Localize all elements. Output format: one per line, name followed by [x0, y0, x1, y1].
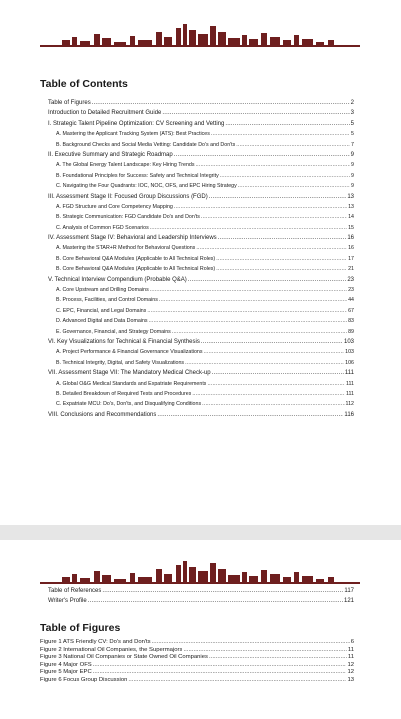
toc-entry[interactable] — [48, 223, 354, 233]
toc-entry[interactable] — [48, 327, 354, 337]
figure-entry-page: 11 — [347, 646, 354, 653]
toc-entry-label: A. Core Upstream and Drilling Domains — [56, 287, 149, 294]
toc-entry-page: 9 — [351, 172, 354, 179]
toc-entry-label: I. Strategic Talent Pipeline Optimization: CV Screening and Vetting — [48, 120, 225, 127]
toc-entry-page: 103 — [343, 338, 354, 345]
dot-leader — [207, 379, 344, 389]
figure-entry-label: Figure 6 Focus Group Discussion — [40, 676, 128, 683]
toc-entry-page: 83 — [348, 318, 354, 325]
toc-entry-page: 15 — [348, 224, 354, 231]
toc-entry[interactable] — [48, 368, 354, 378]
dot-leader — [238, 181, 350, 191]
toc-entry-label: VIII. Conclusions and Recommendations — [48, 411, 157, 418]
toc-entry-page: 44 — [348, 297, 354, 304]
toc-title: Table of Contents — [40, 78, 128, 90]
figure-entry-label: Figure 2 International Oil Companies, the Supermajors — [40, 646, 183, 653]
toc-entry-label: A. Project Performance & Financial Governance Visualizations — [56, 349, 203, 356]
dot-leader — [209, 654, 347, 662]
toc-entry-page: 23 — [347, 276, 354, 283]
toc-entry-label: A. Mastering the Applicant Tracking System (ATS): Best Practices — [56, 131, 210, 138]
toc-entry-page: 13 — [348, 203, 354, 210]
dot-leader — [152, 639, 350, 647]
dot-leader — [149, 316, 348, 326]
toc-entry-page: 23 — [348, 287, 354, 294]
toc-entry-label: B. Core Behavioral Q&A Modules (Applicable to All Technical Roles) — [56, 266, 216, 273]
toc-entry-page: 9 — [350, 151, 354, 158]
toc-entry[interactable] — [48, 202, 354, 212]
toc-entry[interactable] — [48, 586, 354, 596]
toc-continued-list — [48, 586, 354, 607]
figure-entry-label: Figure 1 ATS Friendly CV: Do's and Don'ts — [40, 639, 151, 645]
toc-entry-label: IV. Assessment Stage IV: Behavioral and Leadership Interviews — [48, 235, 217, 242]
figure-entry[interactable] — [40, 647, 354, 655]
dot-leader — [174, 150, 350, 160]
toc-entry-label: C. Navigating the Four Quadrants: IOC, NOC, OFS, and EPC Hiring Strategy — [56, 183, 237, 190]
toc-entry[interactable] — [48, 275, 354, 285]
toc-entry[interactable] — [48, 254, 354, 264]
dot-leader — [88, 596, 343, 606]
toc-entry[interactable] — [48, 410, 354, 420]
figure-entry[interactable] — [40, 669, 354, 677]
toc-entry[interactable] — [48, 233, 354, 243]
toc-entry-page: 112 — [345, 401, 354, 408]
dot-leader — [183, 647, 346, 655]
toc-entry[interactable] — [48, 140, 354, 150]
dot-leader — [185, 358, 344, 368]
dot-leader — [128, 677, 346, 685]
toc-entry-page: 106 — [345, 359, 354, 366]
dot-leader — [192, 389, 345, 399]
toc-entry-label: D. Advanced Digital and Data Domains — [56, 318, 148, 325]
dot-leader — [209, 192, 347, 202]
dot-leader — [162, 108, 349, 118]
toc-entry[interactable] — [48, 108, 354, 118]
toc-entry-page: 13 — [347, 193, 354, 200]
toc-entry[interactable] — [48, 389, 354, 399]
toc-entry[interactable] — [48, 212, 354, 222]
dot-leader — [172, 327, 347, 337]
toc-entry-label: C. EPC, Financial, and Legal Domains — [56, 307, 147, 314]
toc-entry[interactable] — [48, 171, 354, 181]
skyline-banner — [40, 20, 360, 50]
toc-entry-page: 116 — [344, 411, 354, 418]
toc-entry-label: Table of Figures — [48, 100, 91, 106]
toc-entry[interactable] — [48, 347, 354, 357]
dot-leader — [216, 254, 347, 264]
toc-entry-label: Table of References — [48, 588, 102, 594]
dot-leader — [188, 275, 347, 285]
toc-entry-page: 5 — [351, 131, 354, 138]
toc-entry[interactable] — [48, 181, 354, 191]
toc-entry-label: Introduction to Detailed Recruitment Guide — [48, 110, 162, 117]
toc-entry-label: VI. Key Visualizations for Technical & Financial Synthesis — [48, 338, 200, 345]
toc-entry-page: 103 — [345, 349, 354, 356]
dot-leader — [218, 233, 347, 243]
figures-list — [40, 639, 354, 685]
toc-entry[interactable] — [48, 337, 354, 347]
toc-entry-label: B. Process, Facilities, and Control Domains — [56, 297, 158, 304]
toc-entry-page: 117 — [344, 588, 354, 594]
figure-entry[interactable] — [40, 677, 354, 685]
dot-leader — [102, 586, 343, 596]
toc-entry-page: 21 — [348, 266, 354, 273]
figure-entry-label: Figure 4 Major OFS — [40, 661, 92, 668]
dot-leader — [92, 98, 350, 108]
toc-entry-page: 2 — [350, 100, 354, 106]
toc-entry-page: 89 — [348, 328, 354, 335]
toc-list — [48, 98, 354, 420]
toc-entry-page: 17 — [348, 255, 354, 262]
toc-entry[interactable] — [48, 243, 354, 253]
dot-leader — [147, 306, 347, 316]
toc-entry-label: B. Background Checks and Social Media Vetting: Candidate Do's and Don'ts — [56, 141, 236, 148]
toc-entry-label: A. FGD Structure and Core Competency Mapping — [56, 203, 173, 210]
toc-entry-page: 3 — [350, 110, 354, 117]
toc-entry-page: 16 — [348, 245, 354, 252]
toc-entry-label: II. Executive Summary and Strategic Roadmap — [48, 151, 173, 158]
toc-entry-label: B. Strategic Communication: FGD Candidate Do's and Don'ts — [56, 214, 200, 221]
toc-entry-label: VII. Assessment Stage VII: The Mandatory Medical Check-up — [48, 370, 211, 377]
dot-leader — [150, 223, 347, 233]
toc-entry-page: 9 — [351, 162, 354, 169]
figure-entry-page: 13 — [347, 676, 354, 683]
dot-leader — [196, 160, 351, 170]
dot-leader — [220, 171, 350, 181]
toc-entry-label: V. Technical Interview Compendium (Probable Q&A) — [48, 276, 187, 283]
toc-entry[interactable] — [48, 98, 354, 108]
toc-entry[interactable] — [48, 399, 354, 409]
toc-entry[interactable] — [48, 192, 354, 202]
toc-entry[interactable] — [48, 150, 354, 160]
figures-title: Table of Figures — [40, 622, 121, 634]
toc-entry-label: A. Mastering the STAR+R Method for Behavioral Questions — [56, 245, 196, 252]
dot-leader — [159, 295, 347, 305]
dot-leader — [211, 129, 350, 139]
toc-entry[interactable] — [48, 358, 354, 368]
figure-entry[interactable] — [40, 639, 354, 647]
figure-entry-label: Figure 5 Major EPC — [40, 669, 92, 676]
toc-entry-page: 5 — [350, 120, 354, 127]
toc-entry-label: B. Detailed Breakdown of Required Tests and Procedures — [56, 390, 192, 397]
toc-entry-label: B. Core Behavioral Q&A Modules (Applicable to All Technical Roles) — [56, 255, 216, 262]
toc-entry-label: C. Expatriate MCU: Do's, Don'ts, and Disqualifying Conditions — [56, 401, 202, 408]
dot-leader — [93, 669, 347, 677]
skyline-banner — [40, 557, 360, 587]
toc-entry-label: A. The Global Energy Talent Landscape: Key Hiring Trends — [56, 162, 195, 169]
toc-entry-label: Writer's Profile — [48, 598, 87, 605]
toc-entry[interactable] — [48, 119, 354, 129]
dot-leader — [202, 399, 344, 409]
dot-leader — [236, 140, 350, 150]
toc-entry-page: 121 — [343, 598, 354, 605]
figure-entry-page: 6 — [350, 639, 354, 645]
toc-entry-label: III. Assessment Stage II: Focused Group Discussions (FGD) — [48, 193, 208, 200]
dot-leader — [201, 212, 347, 222]
toc-entry-label: B. Foundational Principles for Success: Safety and Technical Integrity — [56, 172, 219, 179]
figure-entry[interactable] — [40, 654, 354, 662]
toc-entry-page: 16 — [347, 235, 354, 242]
dot-leader — [201, 337, 343, 347]
toc-entry-page: 7 — [351, 141, 354, 148]
dot-leader — [204, 347, 345, 357]
toc-entry-page: 67 — [348, 307, 354, 314]
toc-entry[interactable] — [48, 306, 354, 316]
dot-leader — [216, 264, 347, 274]
dot-leader — [225, 119, 349, 129]
toc-entry-page: 111 — [344, 370, 354, 377]
figure-entry-page: 12 — [347, 661, 354, 668]
toc-entry-label: A. Global O&G Medical Standards and Expatriate Requirements — [56, 380, 207, 387]
dot-leader — [93, 662, 347, 670]
toc-entry[interactable] — [48, 379, 354, 389]
figure-entry-label: Figure 3 National Oil Companies or State Owned Oil Companies — [40, 654, 208, 661]
dot-leader — [196, 243, 347, 253]
toc-entry-page: 9 — [351, 183, 354, 190]
toc-entry[interactable] — [48, 596, 354, 606]
figure-entry[interactable] — [40, 662, 354, 670]
dot-leader — [174, 202, 347, 212]
toc-entry[interactable] — [48, 129, 354, 139]
toc-entry[interactable] — [48, 264, 354, 274]
dot-leader — [157, 410, 343, 420]
toc-entry[interactable] — [48, 285, 354, 295]
toc-entry[interactable] — [48, 295, 354, 305]
toc-entry-label: E. Governance, Financial, and Strategy Domains — [56, 328, 171, 335]
figure-entry-page: 11 — [347, 654, 354, 661]
toc-entry[interactable] — [48, 160, 354, 170]
figure-entry-page: 12 — [347, 669, 354, 676]
toc-entry-page: 111 — [345, 380, 354, 387]
dot-leader — [212, 368, 344, 378]
dot-leader — [150, 285, 347, 295]
toc-entry[interactable] — [48, 316, 354, 326]
toc-entry-label: B. Technical Integrity, Digital, and Safety Visualizations — [56, 359, 185, 366]
toc-entry-label: C. Analysis of Common FGD Scenarios — [56, 224, 149, 231]
toc-entry-page: 14 — [348, 214, 354, 221]
page-gap — [0, 525, 401, 540]
toc-entry-page: 111 — [345, 390, 354, 397]
